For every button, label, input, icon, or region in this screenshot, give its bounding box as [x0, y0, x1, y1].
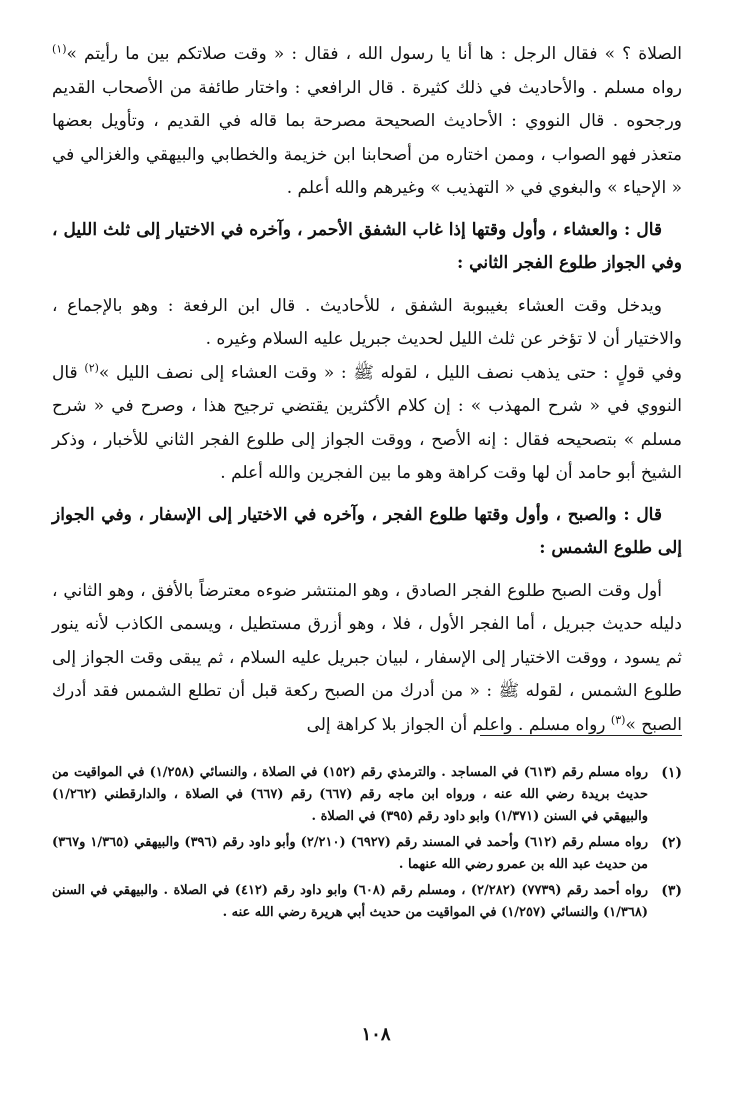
footnote-separator — [480, 735, 682, 736]
footnote-ref-1: (١) — [52, 42, 67, 56]
paragraph-hadith-prayer-time — [52, 38, 682, 206]
paragraph-text: رواه مسلم . واعلم أن الجواز بلا كراهة إلى — [306, 714, 606, 735]
paragraph-subh-time — [52, 575, 682, 743]
footnote-text: رواه مسلم رقم (٦١٢) وأحمد في المسند رقم (٦٩٢٧) (٢/٢١٠) وأبو داود رقم (٣٩٦) والبيهقي (١/٣٦٥ و٣٦٧) من حديث عبد الله بن عمرو رضي الله عنهما . — [52, 835, 648, 872]
footnote-number: (٣) — [661, 883, 682, 899]
footnote-text: رواه أحمد رقم (٧٧٣٩) (٢/٢٨٢) ، ومسلم رقم (٦٠٨) وابو داود رقم (٤١٢) في الصلاة . والبيهقي في السنن (١/٣٦٨) والنسائي (١/٢٥٧) في المواقيت من حديث أبي هريرة رضي الله عنه . — [52, 883, 649, 920]
paragraph-text: أول وقت الصبح طلوع الفجر الصادق ، وهو المنتشر ضوءه معترضاً بالأفق ، وهو الثاني ، دليله حديث جبريل ، أما الفجر الأول ، فلا ، وهو أزرق مستطيل ، ويسمى الكاذب لأنه ينور ثم يسود ، ووقت الاختيار إلى الإسفار ، لبيان جبريل عليه السلام ، ثم يبقى وقت الجواز إلى طلوع الشمس ، لقوله ﷺ : « من أدرك من الصبح ركعة قبل أن تطلع الشمس فقد أدرك الصبح » — [52, 580, 682, 735]
main-text — [52, 38, 682, 742]
footnote — [52, 762, 682, 828]
rule-isha: قال : والعشاء ، وأول وقتها إذا غاب الشفق الأحمر ، وآخره في الاختيار إلى ثلث الليل ، وفي الجواز طلوع الفجر الثاني : — [52, 219, 682, 273]
footnote — [52, 832, 682, 876]
footnote-ref-3: (٣) — [610, 712, 626, 726]
footnotes — [52, 762, 682, 928]
footnote-ref-2: (٢) — [84, 360, 99, 374]
paragraph-text: قال النووي في « شرح المهذب » : إن كلام الأكثرين يقتضي ترجيح هذا ، وصرح في « شرح مسلم » بتصحيحه فقال : إنه الأصح ، ووقت الجواز إلى طلوع الفجر الثاني للأخبار ، وذكر الشيخ أبو حامد أن لها وقت كراهة وهو ما بين الفجرين والله أعلم . — [52, 362, 682, 483]
paragraph-isha-time: ويدخل وقت العشاء بغيبوبة الشفق ، للأحاديث . قال ابن الرفعة : وهو بالإجماع ، والاختيار أن لا تؤخر عن ثلث الليل لحديث جبريل عليه السلام وغيره . — [52, 295, 682, 349]
footnote-number: (١) — [661, 765, 682, 781]
footnote-text: رواه مسلم رقم (٦١٣) في المساجد . والترمذي رقم (١٥٢) في الصلاة ، والنسائي (١/٢٥٨) في المواقيت من حديث بريدة رضي الله عنه ، ورواه ابن ماجه رقم (٦٦٧) رقم (٦٦٧) في الصلاة ، والدارقطني (١/٢٦٢) والبيهقي في السنن (١/٣٧١) وابو داود رقم (٣٩٥) في الصلاة . — [52, 765, 649, 824]
rule-subh: قال : والصبح ، وأول وقتها طلوع الفجر ، وآخره في الاختيار إلى الإسفار ، وفي الجواز إلى طلوع الشمس : — [52, 504, 682, 558]
paragraph-text: وفي قولٍ : حتى يذهب نصف الليل ، لقوله ﷺ : « وقت العشاء إلى نصف الليل » — [98, 362, 682, 383]
paragraph-text: رواه مسلم . والأحاديث في ذلك كثيرة . قال الرافعي : واختار طائفة من الأصحاب القديم ورجحوه . قال النووي : الأحاديث الصحيحة مصرحة بما قاله في القديم ، وتأويل بعضها متعذر فهو الصواب ، وممن اختاره من أصحابنا ابن خزيمة والخطابي والبيهقي والغزالي في « الإحياء » والبغوي في « التهذيب » وغيرهم والله أعلم . — [52, 77, 682, 198]
paragraph-text: الصلاة ؟ » فقال الرجل : ها أنا يا رسول الله ، فقال : « وقت صلاتكم بين ما رأيتم » — [66, 44, 682, 64]
footnote-number: (٢) — [661, 835, 682, 851]
paragraph-isha-opinion — [52, 357, 682, 491]
footnote — [52, 880, 682, 924]
page-number: ١٠٨ — [361, 1024, 391, 1045]
